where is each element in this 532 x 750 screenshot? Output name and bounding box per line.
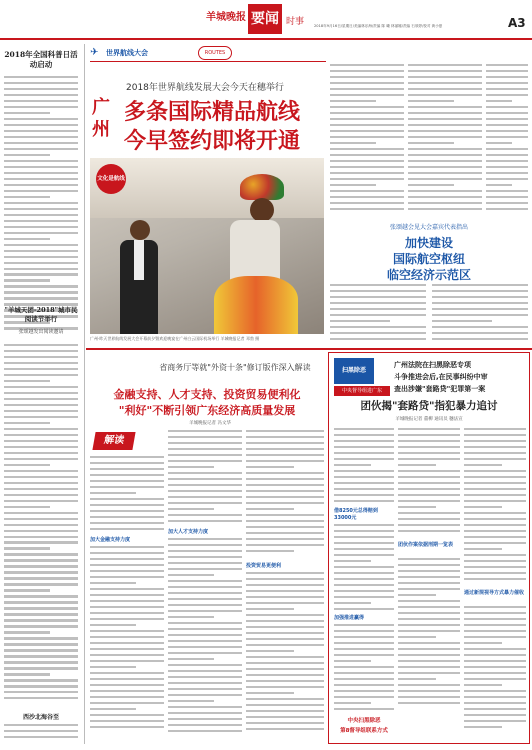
right-story-headline-2: 国际航空枢纽 [392, 252, 465, 266]
fight-sub3: 加强推进赢得 [334, 615, 365, 621]
photo-caption: 广州·昨天世界航线发展大会开幕前夕暨欢迎晚宴在广州白云国际机场举行 羊城晚报记者 邓勃 摄 [90, 336, 260, 341]
fight-sub4: 通过新规视导方式暴力催收 [464, 590, 525, 596]
mid-body-col3a [246, 430, 324, 560]
fight-head-1: 广州法院在扫黑除恶专项 [394, 361, 471, 369]
left-story2-sub: 张颂越发出阅读邀请 [18, 329, 64, 335]
right-story-body-1 [330, 284, 426, 346]
left-title: 2018年全国科普日活动启动 [4, 50, 78, 69]
fight-sub2: 团伙作案依据刑期一览表 [398, 542, 454, 548]
fight-icon: 扫黑除恶 [334, 358, 374, 384]
lead-headline-2: 今早签约即将开通 [124, 128, 301, 154]
fight-sub1: 借8250元总得赔到33000元 [334, 508, 378, 521]
right-story-headline-1: 加快建设 [404, 236, 453, 250]
fight-body-1b [334, 524, 394, 614]
mid-body-col3b [246, 572, 324, 736]
left-body-1 [4, 76, 78, 334]
fight-head-3: 查出涉嫌"套路贷"犯罪第一案 [394, 385, 486, 393]
mid-body-col2b [168, 538, 242, 736]
left-column [0, 44, 82, 744]
left-story2-title: "羊城天团-2018"城市民阅读节举行 [4, 306, 78, 323]
mid-body-col1b [90, 546, 164, 736]
fight-body-2a [398, 428, 460, 540]
fight-foot-2: 第8督导组联系方式 [340, 728, 388, 734]
lead-city: 广州 [92, 97, 110, 140]
photo-badge: 文化是航线 [96, 164, 126, 194]
fight-byline: 羊城晚报记者 董柳 通讯员 穗法宣 [395, 417, 463, 422]
mid-kicker: 省商务厅等就"外资十条"修订版作深入解读 [159, 363, 311, 372]
logo: 羊城晚报 [206, 12, 246, 23]
feature-section-label: 世界航线大会 [106, 49, 148, 57]
fight-body-3b [464, 606, 526, 736]
plane-icon: ✈ [90, 47, 99, 58]
lead-photo [90, 158, 324, 334]
fight-body-2b [398, 558, 460, 708]
masthead [0, 0, 532, 40]
mid-sub1: 加大金融支持力度 [90, 537, 131, 543]
dateline: 2018年9月16日/星期日/美编林乐海/责编 陈 曦 林丽娜/责编 石颂婷/校对 黄小夏 [314, 24, 443, 28]
mid-headline-2: "利好"不断引领广东经济高质量发展 [118, 404, 296, 417]
mid-body-col1a [90, 456, 164, 536]
fight-foot-1: 中央扫黑除恶 [347, 718, 381, 724]
lead-headline-1: 多条国际精品航线 [124, 99, 301, 125]
explain-badge: 解读 [92, 432, 135, 450]
fight-head-2: 斗争推进会后,在民事纠纷中审 [394, 373, 488, 381]
left-bottom-title: 西沙北海谷至 [22, 714, 59, 721]
section-badge: 要闻 [248, 4, 282, 34]
feature-topbar [90, 44, 326, 62]
mid-sub3: 投资贸易更便利 [246, 563, 282, 569]
fight-org: 中央督导组进广东 [334, 386, 390, 396]
fight-body-1c [334, 624, 394, 714]
feature-body-col3 [486, 64, 528, 214]
right-story-header: 张颂越会见大会嘉宾代表指出 [389, 224, 468, 231]
left-body-2 [4, 344, 78, 704]
right-story-headline-3: 临空经济示范区 [386, 268, 471, 282]
mid-body-col2a [168, 430, 242, 526]
section-sub: 时事 [286, 17, 305, 27]
feature-body-col1 [330, 64, 404, 214]
fight-headline: 团伙揭"套路贷"指犯暴力追讨 [360, 400, 498, 412]
lead-kicker: 2018年世界航线发展大会今天在穗举行 [126, 83, 284, 93]
page-number: A3 [508, 16, 526, 30]
fight-body-1a [334, 428, 394, 508]
mid-headline-1: 金融支持、人才支持、投资贸易便利化 [113, 388, 301, 401]
fight-body-3a [464, 428, 526, 588]
right-story-body-2 [432, 284, 528, 346]
mid-sub2: 加大人才支持力度 [168, 529, 209, 535]
feature-body-col2 [408, 64, 482, 214]
routes-logo: ROUTES [198, 46, 232, 60]
mid-byline: 羊城晚报记者 冯文华 [189, 421, 231, 426]
